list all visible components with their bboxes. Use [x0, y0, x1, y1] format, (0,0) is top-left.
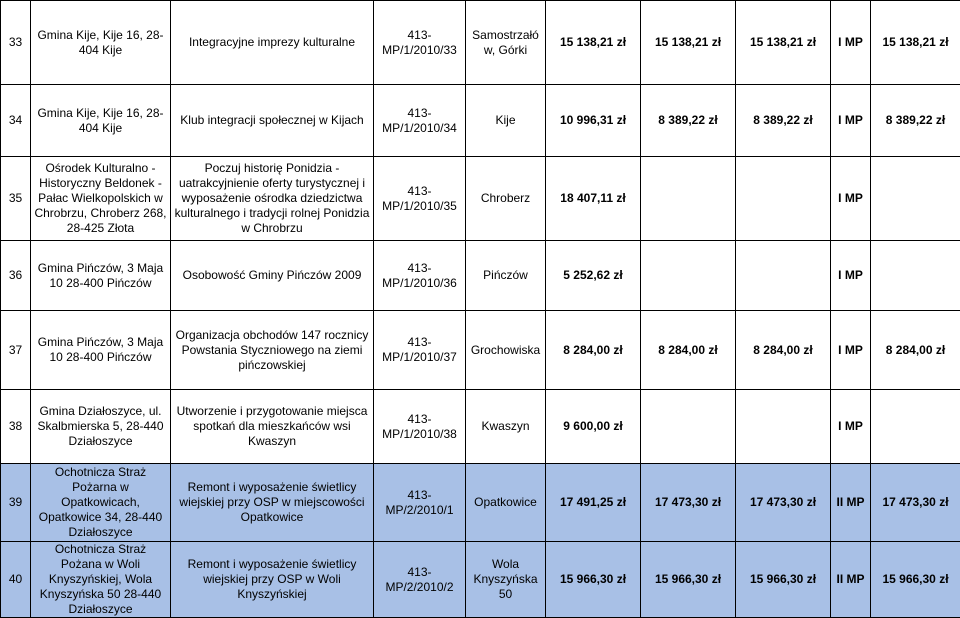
amount-cell: 17 473,30 zł [736, 464, 831, 542]
amount-cell: 15 138,21 zł [736, 1, 831, 85]
row-number: 36 [1, 241, 31, 311]
row-number: 33 [1, 1, 31, 85]
application-number-cell: 413-MP/1/2010/36 [374, 241, 466, 311]
group-cell: I MP [831, 1, 871, 85]
eligible-cost-cell [641, 241, 736, 311]
eligible-cost-cell: 8 284,00 zł [641, 311, 736, 390]
approved-amount-cell [871, 157, 960, 241]
application-number-cell: 413-MP/1/2010/34 [374, 85, 466, 157]
project-title-cell: Organizacja obchodów 147 rocznicy Powstania Styczniowego na ziemi pińczowskiej [171, 311, 374, 390]
amount-cell [736, 390, 831, 464]
project-title-cell: Osobowość Gminy Pińczów 2009 [171, 241, 374, 311]
approved-amount-cell [871, 241, 960, 311]
approved-amount-cell: 17 473,30 zł [871, 464, 960, 542]
table-row [1, 157, 960, 241]
amount-cell: 15 966,30 zł [736, 542, 831, 618]
place-cell: Chroberz [466, 157, 546, 241]
total-cost-cell: 10 996,31 zł [546, 85, 641, 157]
row-number: 34 [1, 85, 31, 157]
project-title-cell: Remont i wyposażenie świetlicy wiejskiej przy OSP w miejscowości Opatkowice [171, 464, 374, 542]
table-row [1, 542, 960, 618]
eligible-cost-cell: 17 473,30 zł [641, 464, 736, 542]
group-cell: I MP [831, 157, 871, 241]
approved-amount-cell: 8 389,22 zł [871, 85, 960, 157]
applicant-cell: Ośrodek Kulturalno - Historyczny Beldonek - Pałac Wielkopolskich w Chrobrzu, Chroberz 268, 28-425 Złota [31, 157, 171, 241]
group-cell: II MP [831, 464, 871, 542]
row-number: 38 [1, 390, 31, 464]
table-row [1, 241, 960, 311]
applicant-cell: Gmina Kije, Kije 16, 28-404 Kije [31, 1, 171, 85]
table-row [1, 311, 960, 390]
amount-cell [736, 241, 831, 311]
project-title-cell: Remont i wyposażenie świetlicy wiejskiej przy OSP w Woli Knyszyńskiej [171, 542, 374, 618]
row-number: 37 [1, 311, 31, 390]
eligible-cost-cell: 15 966,30 zł [641, 542, 736, 618]
project-title-cell: Utworzenie i przygotowanie miejsca spotkań dla mieszkańców wsi Kwaszyn [171, 390, 374, 464]
approved-amount-cell: 8 284,00 zł [871, 311, 960, 390]
eligible-cost-cell: 15 138,21 zł [641, 1, 736, 85]
table-row [1, 464, 960, 542]
place-cell: Opatkowice [466, 464, 546, 542]
total-cost-cell: 5 252,62 zł [546, 241, 641, 311]
total-cost-cell: 17 491,25 zł [546, 464, 641, 542]
row-number: 35 [1, 157, 31, 241]
table-row [1, 390, 960, 464]
table-row [1, 1, 960, 85]
application-number-cell: 413-MP/2/2010/1 [374, 464, 466, 542]
place-cell: Pińczów [466, 241, 546, 311]
total-cost-cell: 9 600,00 zł [546, 390, 641, 464]
place-cell: Grochowiska [466, 311, 546, 390]
applicant-cell: Gmina Pińczów, 3 Maja 10 28-400 Pińczów [31, 311, 171, 390]
applicant-cell: Gmina Pińczów, 3 Maja 10 28-400 Pińczów [31, 241, 171, 311]
project-title-cell: Integracyjne imprezy kulturalne [171, 1, 374, 85]
project-title-cell: Poczuj historię Ponidzia - uatrakcyjnienie oferty turystycznej i wyposażenie ośrodka dziedzictwa kulturalnego i tradycji rolnej Ponidzia w Chrobrzu [171, 157, 374, 241]
place-cell: Kije [466, 85, 546, 157]
application-number-cell: 413-MP/1/2010/33 [374, 1, 466, 85]
row-number: 40 [1, 542, 31, 618]
approved-amount-cell: 15 138,21 zł [871, 1, 960, 85]
applicant-cell: Gmina Działoszyce, ul. Skalbmierska 5, 28-440 Działoszyce [31, 390, 171, 464]
application-number-cell: 413-MP/1/2010/37 [374, 311, 466, 390]
total-cost-cell: 8 284,00 zł [546, 311, 641, 390]
eligible-cost-cell [641, 157, 736, 241]
place-cell: Kwaszyn [466, 390, 546, 464]
amount-cell: 8 389,22 zł [736, 85, 831, 157]
applicant-cell: Gmina Kije, Kije 16, 28-404 Kije [31, 85, 171, 157]
application-number-cell: 413-MP/2/2010/2 [374, 542, 466, 618]
approved-amount-cell [871, 390, 960, 464]
row-number: 39 [1, 464, 31, 542]
application-number-cell: 413-MP/1/2010/38 [374, 390, 466, 464]
place-cell: Samostrzałó w, Górki [466, 1, 546, 85]
group-cell: I MP [831, 390, 871, 464]
amount-cell [736, 157, 831, 241]
eligible-cost-cell [641, 390, 736, 464]
group-cell: I MP [831, 241, 871, 311]
approved-amount-cell: 15 966,30 zł [871, 542, 960, 618]
eligible-cost-cell: 8 389,22 zł [641, 85, 736, 157]
total-cost-cell: 15 966,30 zł [546, 542, 641, 618]
application-number-cell: 413-MP/1/2010/35 [374, 157, 466, 241]
group-cell: I MP [831, 311, 871, 390]
table-row [1, 85, 960, 157]
amount-cell: 8 284,00 zł [736, 311, 831, 390]
project-title-cell: Klub integracji społecznej w Kijach [171, 85, 374, 157]
total-cost-cell: 15 138,21 zł [546, 1, 641, 85]
applicant-cell: Ochotnicza Straż Pożarna w Opatkowicach, Opatkowice 34, 28-440 Działoszyce [31, 464, 171, 542]
place-cell: Wola Knyszyńska 50 [466, 542, 546, 618]
applicant-cell: Ochotnicza Straż Pożana w Woli Knyszyńskiej, Wola Knyszyńska 50 28-440 Działoszyce [31, 542, 171, 618]
group-cell: I MP [831, 85, 871, 157]
total-cost-cell: 18 407,11 zł [546, 157, 641, 241]
group-cell: II MP [831, 542, 871, 618]
